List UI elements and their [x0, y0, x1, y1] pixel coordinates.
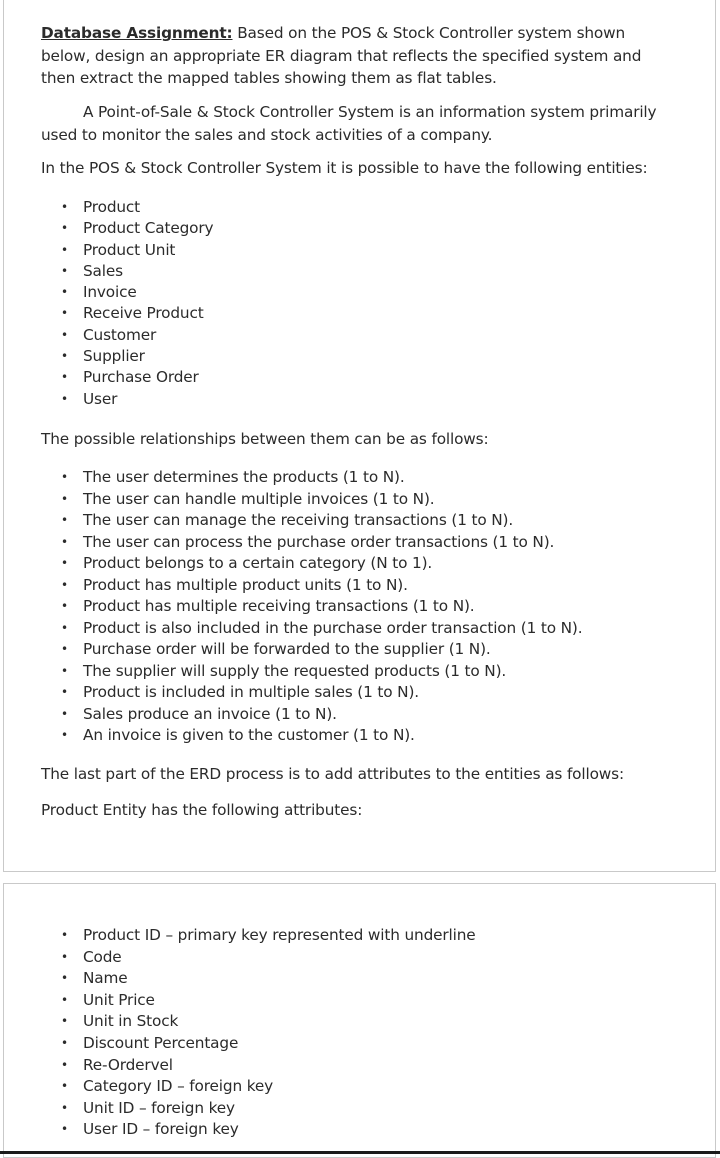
bullet-icon: •	[61, 971, 68, 986]
list-item	[0, 1098, 476, 1120]
list-item-text: User	[83, 389, 118, 408]
bullet-icon: •	[61, 200, 68, 214]
list-item	[0, 990, 476, 1012]
list-item-text: Product is included in multiple sales (1 to N).	[83, 683, 419, 701]
list-item-text: Unit Price	[83, 990, 155, 1009]
attributes-intro: The last part of the ERD process is to add attributes to the entities as follows:	[41, 765, 624, 783]
list-item-text: An invoice is given to the customer (1 to N).	[83, 726, 415, 744]
assignment-paragraph	[41, 22, 675, 90]
list-item-text: Product Unit	[83, 240, 176, 259]
entities-list	[0, 197, 213, 410]
product-attributes-heading: Product Entity has the following attributes:	[41, 801, 363, 819]
list-item-text: Product is also included in the purchase order transaction (1 to N).	[83, 618, 583, 637]
bullet-icon: •	[61, 327, 68, 342]
bullet-icon: •	[61, 513, 68, 527]
bullet-icon: •	[61, 242, 68, 257]
bullet-icon: •	[61, 577, 68, 592]
list-item	[0, 1119, 476, 1141]
list-item-text: Unit in Stock	[83, 1012, 179, 1031]
list-item-text: The supplier will supply the requested products (1 to N).	[83, 661, 507, 680]
bullet-icon: •	[61, 1079, 68, 1094]
bullet-icon: •	[61, 556, 68, 570]
list-item-text: Product ID – primary key represented with underline	[83, 926, 476, 944]
list-item	[0, 367, 213, 388]
list-item-text: The user can manage the receiving transactions (1 to N).	[83, 511, 514, 529]
bullet-icon: •	[61, 620, 68, 635]
bullet-icon: •	[61, 491, 68, 506]
list-item-text: Product has multiple receiving transactions (1 to N).	[83, 597, 475, 615]
list-item-text: User ID – foreign key	[83, 1120, 239, 1139]
list-item	[0, 240, 213, 261]
list-item-text: The user determines the products (1 to N).	[83, 468, 405, 486]
bullet-icon: •	[61, 221, 68, 236]
list-item	[0, 1076, 476, 1098]
bullet-icon: •	[61, 534, 68, 549]
list-item-text: Sales produce an invoice (1 to N).	[83, 704, 337, 723]
entities-intro: In the POS & Stock Controller System it is possible to have the following entities:	[41, 159, 648, 177]
list-item	[0, 532, 582, 554]
list-item	[0, 639, 582, 661]
list-item-text: The user can process the purchase order transactions (1 to N).	[83, 532, 555, 551]
list-item-text: Product Category	[83, 219, 214, 238]
list-item	[0, 553, 582, 575]
list-item	[0, 575, 582, 597]
bullet-icon: •	[61, 706, 68, 721]
list-item	[0, 618, 582, 640]
list-item-text: Purchase Order	[83, 368, 199, 387]
list-item-text: The user can handle multiple invoices (1 to N).	[83, 489, 435, 508]
list-item-text: Name	[83, 969, 128, 988]
list-item-text: Sales	[83, 261, 123, 280]
bullet-icon: •	[61, 1100, 68, 1115]
list-item	[0, 510, 582, 532]
bullet-icon: •	[61, 949, 68, 964]
list-item	[0, 661, 582, 683]
product-attributes-list	[0, 925, 476, 1141]
bullet-icon: •	[61, 306, 68, 321]
bullet-icon: •	[61, 285, 68, 300]
list-item	[0, 1055, 476, 1077]
relationships-intro: The possible relationships between them can be as follows:	[41, 430, 489, 448]
list-item	[0, 325, 213, 346]
list-item	[0, 1033, 476, 1055]
list-item	[0, 282, 213, 303]
assignment-label: Database Assignment:	[41, 24, 233, 42]
list-item	[0, 303, 213, 324]
list-item	[0, 682, 582, 704]
bullet-icon: •	[61, 599, 68, 613]
list-item	[0, 346, 213, 367]
bullet-icon: •	[61, 349, 68, 364]
bullet-icon: •	[61, 263, 68, 278]
list-item	[0, 389, 213, 410]
list-item-text: Supplier	[83, 347, 145, 366]
list-item-text: Product	[83, 198, 141, 216]
list-item-text: Category ID – foreign key	[83, 1077, 274, 1096]
bullet-icon: •	[61, 370, 68, 385]
list-item	[0, 489, 582, 511]
bullet-icon: •	[61, 1014, 68, 1029]
list-item	[0, 704, 582, 726]
list-item	[0, 947, 476, 969]
list-item	[0, 218, 213, 239]
list-item	[0, 925, 476, 947]
list-item-text: Code	[83, 947, 122, 966]
list-item-text: Product belongs to a certain category (N to 1).	[83, 554, 433, 572]
bullet-icon: •	[61, 1122, 68, 1137]
list-item	[0, 197, 213, 218]
list-item-text: Product has multiple product units (1 to N).	[83, 575, 408, 594]
description-paragraph: A Point-of-Sale & Stock Controller System is an information system primarily used to monitor the sales and stock activities of a company.	[41, 103, 657, 144]
list-item-text: Discount Percentage	[83, 1033, 239, 1052]
bullet-icon: •	[61, 470, 68, 484]
list-item-text: Customer	[83, 325, 157, 344]
list-item	[0, 1011, 476, 1033]
relationships-list	[0, 467, 582, 747]
bullet-icon: •	[61, 992, 68, 1007]
bullet-icon: •	[61, 728, 68, 742]
list-item-text: Re-Ordervel	[83, 1055, 173, 1074]
list-item-text: Unit ID – foreign key	[83, 1098, 235, 1117]
list-item-text: Receive Product	[83, 304, 204, 323]
list-item	[0, 467, 582, 489]
bullet-icon: •	[61, 1035, 68, 1050]
list-item-text: Invoice	[83, 283, 137, 302]
list-item	[0, 596, 582, 618]
list-item	[0, 725, 582, 747]
bullet-icon: •	[61, 685, 68, 699]
assignment-intro: Based on the POS & Stock Controller system shown below, design an appropriate ER diagram that reflects the specified system and then extract the mapped tables showing them as flat tables.	[41, 24, 642, 87]
list-item	[0, 968, 476, 990]
bullet-icon: •	[61, 391, 68, 406]
bullet-icon: •	[61, 663, 68, 678]
bullet-icon: •	[61, 1057, 68, 1072]
bullet-icon: •	[61, 642, 68, 656]
bullet-icon: •	[61, 928, 68, 942]
list-item	[0, 261, 213, 282]
list-item-text: Purchase order will be forwarded to the supplier (1 N).	[83, 640, 491, 658]
